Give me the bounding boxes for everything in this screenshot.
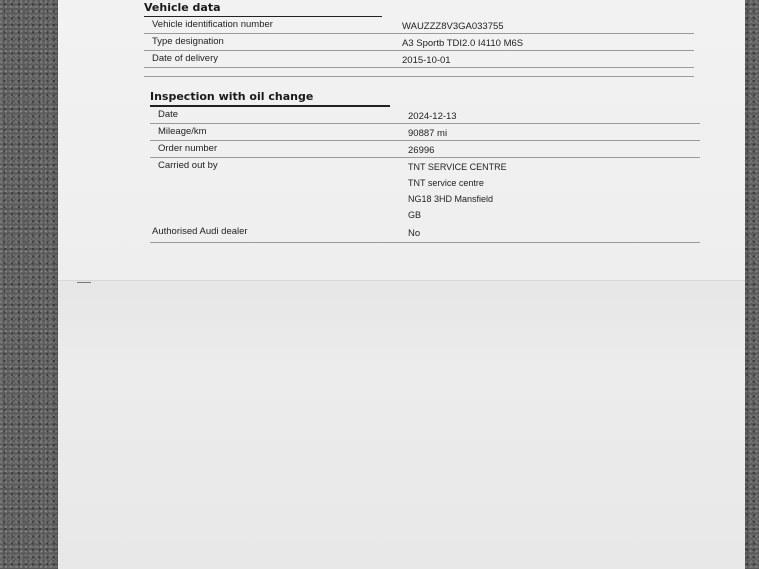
carried-out-by-line-2: TNT service centre [408,178,484,188]
row-inspection-date [150,107,700,124]
service-document [58,0,745,569]
fold-mark [77,282,91,283]
paper-fold [58,280,745,569]
section-title-inspection: Inspection with oil change [150,90,390,107]
authorised-dealer-value: No [408,228,421,239]
row-mileage [150,124,700,141]
row-type-designation [144,34,694,51]
carried-out-by-line-1: TNT SERVICE CENTRE [408,162,507,172]
type-designation-value: A3 Sportb TDI2.0 I4110 M6S [402,38,524,49]
row-authorised-dealer [150,224,700,243]
vehicle-data-section [144,0,694,77]
vin-value: WAUZZZ8V3GA033755 [402,21,504,32]
order-number-label: Order number [158,143,218,154]
authorised-dealer-label: Authorised Audi dealer [152,226,248,237]
vin-label: Vehicle identification number [152,19,273,30]
section-title-vehicle-data: Vehicle data [144,0,382,17]
carried-out-by-label: Carried out by [158,160,218,171]
inspection-date-label: Date [158,109,179,120]
date-of-delivery-value: 2015-10-01 [402,55,451,66]
inspection-date-value: 2024-12-13 [408,111,457,122]
inspection-section [150,90,700,243]
mileage-value: 90887 mi [408,128,448,139]
row-date-of-delivery [144,51,694,68]
date-of-delivery-label: Date of delivery [152,53,219,64]
carried-out-by-line-3: NG18 3HD Mansfield [408,194,494,204]
carried-out-by-line-4: GB [408,210,422,220]
row-carried-out-by [150,158,700,224]
row-vin [144,17,694,34]
section-end-line [144,68,694,77]
type-designation-label: Type designation [152,36,224,47]
mileage-label: Mileage/km [158,126,207,137]
row-order-number [150,141,700,158]
order-number-value: 26996 [408,145,435,156]
